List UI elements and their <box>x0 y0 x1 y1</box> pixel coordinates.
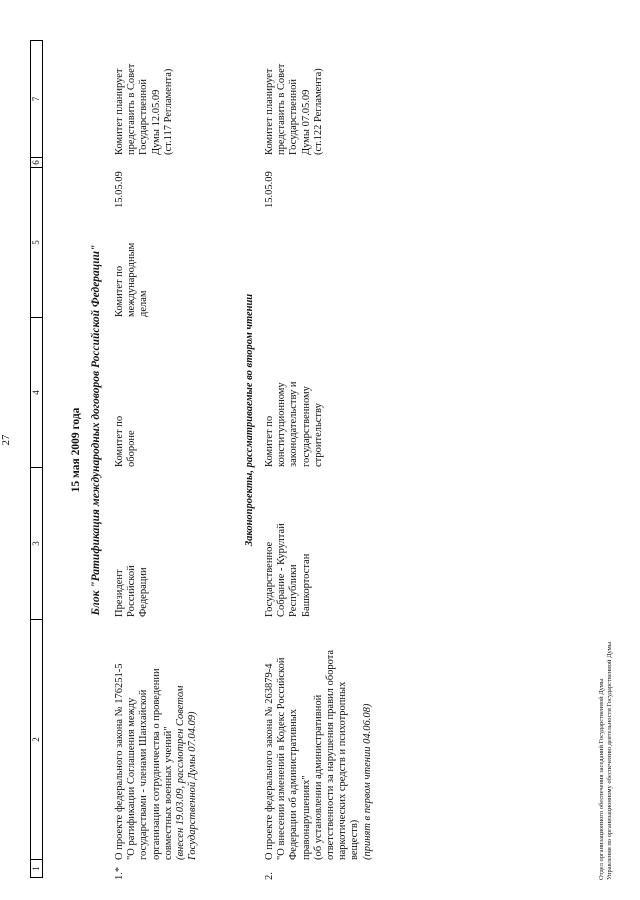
row-2-title <box>264 610 374 860</box>
title-line: веществ) <box>349 819 361 860</box>
title-line: ответственности за нарушения правил оборота <box>325 649 337 860</box>
column-header-row <box>30 40 43 878</box>
row-1-status <box>114 35 175 155</box>
row-2-status <box>264 35 325 155</box>
row-2-author <box>264 492 313 617</box>
row-1-author <box>114 497 151 617</box>
author-line: Российской <box>126 565 138 617</box>
title-line: О проекте федерального закона № 263879-4 <box>264 663 275 860</box>
row-1-title <box>114 610 199 860</box>
row-2-date: 15.05.09 <box>264 171 275 208</box>
status-line: (ст.122 Регламента) <box>312 68 324 155</box>
note-line: (принят в первом чтении 04.06.08) <box>361 703 373 860</box>
title-line: "О ратификации Соглашения между <box>126 697 138 860</box>
status-line: Думы 12.05.09 <box>150 89 162 155</box>
author-line: Собрание - Курултай <box>276 523 288 617</box>
author-line: Государственное <box>264 541 275 617</box>
coexecutor-line: Комитет по <box>114 265 125 317</box>
coexecutor-line: делам <box>138 290 150 317</box>
note-line: (внесен 19.03.09, рассмотрен Советом <box>175 685 187 860</box>
title-line: государствами - членами Шанхайской <box>138 689 150 860</box>
title-line: совместных военных учений" <box>162 726 174 860</box>
status-line: Комитет планирует <box>114 68 125 155</box>
row-1-coexecutor <box>114 197 151 317</box>
committee-line: государственному <box>300 386 312 467</box>
footer-line: Управления по организационному обеспечению деятельности Государственной Думы <box>605 641 613 880</box>
status-line: Государственной <box>288 79 300 155</box>
status-line: Думы 07.05.09 <box>300 89 312 155</box>
section-heading: Законопроекты, рассматриваемые во втором чтении <box>244 293 255 547</box>
header-col-1: 1 <box>31 859 42 877</box>
row-1-number: 1.* <box>114 866 125 880</box>
author-line: Башкортостан <box>300 553 312 617</box>
row-1-committee <box>114 347 138 467</box>
committee-line: конституционному <box>276 382 288 467</box>
row-2-committee <box>264 342 325 467</box>
date-heading: 15 мая 2009 года <box>70 407 82 493</box>
footer-line: Отдел организационного обеспечения заседаний Государственной Думы <box>598 678 605 880</box>
title-line: организации сотрудничества о проведении <box>150 668 162 860</box>
header-col-6: 6 <box>31 157 42 167</box>
committee-line: законодательству и <box>288 381 300 467</box>
title-line: Федерации об административных <box>288 708 300 860</box>
committee-line: Комитет по <box>264 415 275 467</box>
header-col-2: 2 <box>31 619 42 859</box>
author-line: Федерации <box>138 567 150 617</box>
author-line: Президент <box>114 569 125 617</box>
status-line: (ст.117 Регламента) <box>162 68 174 155</box>
row-2-number: 2. <box>264 872 275 880</box>
status-line: представить в Совет <box>126 63 138 155</box>
header-col-7: 7 <box>31 96 41 102</box>
title-line: (об установлении административной <box>312 694 324 860</box>
title-line: наркотических средств и психотропных <box>337 681 349 860</box>
status-line: представить в Совет <box>276 63 288 155</box>
committee-line: Комитет по <box>114 415 125 467</box>
footer <box>598 380 613 880</box>
header-col-3: 3 <box>31 467 42 619</box>
row-1-date: 15.05.09 <box>114 171 125 208</box>
status-line: Государственной <box>138 79 150 155</box>
block-heading: Блок "Ратификация международных договоров Российской Федерации" <box>90 244 102 616</box>
committee-line: строительству <box>312 403 324 467</box>
title-line: "О внесении изменений в Кодекс Российской <box>276 657 288 860</box>
author-line: Республики <box>288 564 300 617</box>
committee-line: обороне <box>126 430 138 467</box>
title-line: О проекте федерального закона № 176251-5 <box>114 663 125 860</box>
title-line: правонарушениях" <box>300 775 312 860</box>
header-col-5: 5 <box>31 167 42 317</box>
status-line: Комитет планирует <box>264 68 275 155</box>
coexecutor-line: международным <box>126 242 138 317</box>
page-number: 27 <box>0 434 12 446</box>
note-line: Государственной Думы 07.04.09) <box>187 711 199 860</box>
header-col-4: 4 <box>31 317 42 467</box>
